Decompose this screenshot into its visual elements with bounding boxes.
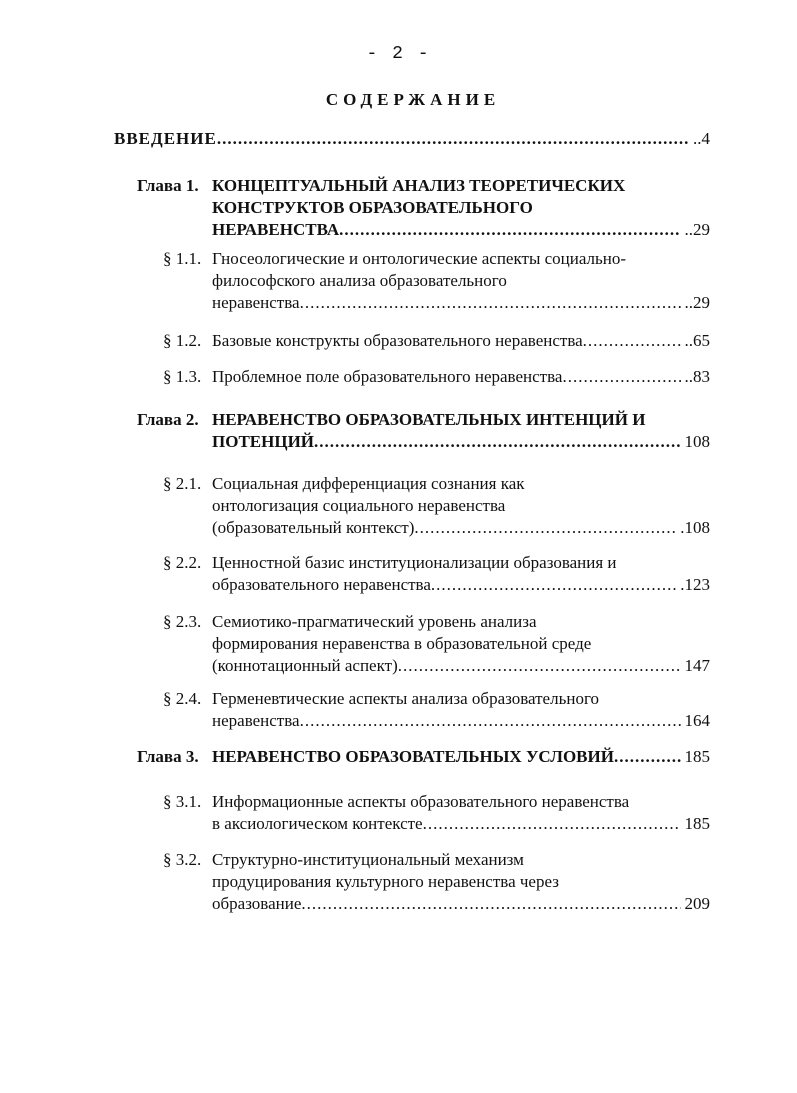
toc-entry-chapter-1[interactable]	[137, 175, 710, 241]
section-label: § 2.1.	[163, 474, 202, 493]
chapter-1-page: ..29	[684, 220, 710, 239]
toc-entry-chapter-3[interactable]	[137, 746, 710, 768]
section-title-line: образовательного неравенства	[212, 575, 431, 594]
section-title-line: Ценностной базис институционализации образования и	[212, 553, 617, 572]
dot-leader	[217, 128, 689, 150]
section-title-line: Проблемное поле образовательного неравенства	[212, 367, 563, 386]
section-title-line: неравенства	[212, 293, 300, 312]
section-page: .108	[680, 518, 710, 537]
section-label: § 1.3.	[163, 367, 202, 386]
section-page: 147	[684, 656, 710, 675]
dot-leader	[339, 219, 680, 241]
chapter-1-title-line: НЕРАВЕНСТВА	[212, 220, 340, 239]
introduction-page: ..4	[693, 129, 710, 148]
toc-entry-section-2-3[interactable]	[163, 611, 710, 677]
dot-leader	[583, 330, 681, 352]
dot-leader	[423, 813, 681, 835]
toc-entry-section-3-1[interactable]	[163, 791, 710, 835]
section-title-line: продуцирования культурного неравенства через	[212, 872, 559, 891]
section-label: § 1.2.	[163, 331, 202, 350]
section-page: ..83	[684, 367, 710, 386]
section-label: § 2.3.	[163, 612, 202, 631]
section-title-line: Социальная дифференциация сознания как	[212, 474, 525, 493]
toc-entry-section-2-1[interactable]	[163, 473, 710, 539]
chapter-2-title-line: ПОТЕНЦИЙ	[212, 432, 315, 451]
toc-entry-section-3-2[interactable]	[163, 849, 710, 915]
section-title-line: (образовательный контекст)	[212, 518, 415, 537]
toc-entry-introduction[interactable]	[114, 128, 710, 150]
toc-entry-section-2-2[interactable]	[163, 552, 710, 596]
chapter-3-title-line: НЕРАВЕНСТВО ОБРАЗОВАТЕЛЬНЫХ УСЛОВИЙ	[212, 747, 614, 766]
section-title-line: в аксиологическом контексте	[212, 814, 423, 833]
dot-leader	[314, 431, 680, 453]
dot-leader	[614, 746, 681, 768]
introduction-label: ВВЕДЕНИЕ	[114, 129, 217, 148]
section-title-line: онтологизация социального неравенства	[212, 496, 506, 515]
section-title-line: образование	[212, 894, 302, 913]
section-title-line: Герменевтические аспекты анализа образовательного	[212, 689, 599, 708]
dot-leader	[398, 655, 681, 677]
page-number: - 2 -	[366, 44, 431, 64]
dot-leader	[562, 366, 680, 388]
dot-leader	[301, 893, 680, 915]
chapter-2-title-line: НЕРАВЕНСТВО ОБРАЗОВАТЕЛЬНЫХ ИНТЕНЦИЙ И	[212, 410, 646, 429]
section-title-line: Информационные аспекты образовательного неравенства	[212, 792, 630, 811]
section-title-line: философского анализа образовательного	[212, 271, 507, 290]
chapter-2-label: Глава 2.	[137, 410, 199, 429]
chapter-3-label: Глава 3.	[137, 747, 199, 766]
dot-leader	[414, 517, 676, 539]
toc-entry-section-2-4[interactable]	[163, 688, 710, 732]
dot-leader	[300, 710, 681, 732]
section-page: 185	[684, 814, 710, 833]
dot-leader	[300, 292, 681, 314]
section-title-line: (коннотационный аспект)	[212, 656, 398, 675]
section-title-line: Структурно-институциональный механизм	[212, 850, 524, 869]
section-label: § 2.2.	[163, 553, 202, 572]
section-page: ..65	[684, 331, 710, 350]
toc-entry-section-1-1[interactable]	[163, 248, 710, 314]
section-title-line: формирования неравенства в образовательной среде	[212, 634, 592, 653]
section-title-line: неравенства	[212, 711, 300, 730]
section-label: § 2.4.	[163, 689, 202, 708]
toc-entry-section-1-2[interactable]	[163, 330, 710, 352]
toc-entry-section-1-3[interactable]	[163, 366, 710, 388]
section-page: .123	[680, 575, 710, 594]
dot-leader	[431, 574, 676, 596]
section-title-line: Базовые конструкты образовательного неравенства	[212, 331, 583, 350]
section-page: ..29	[684, 293, 710, 312]
toc-title: СОДЕРЖАНИЕ	[325, 90, 501, 109]
section-title-line: Семиотико-прагматический уровень анализа	[212, 612, 537, 631]
chapter-1-title-line: КОНЦЕПТУАЛЬНЫЙ АНАЛИЗ ТЕОРЕТИЧЕСКИХ	[212, 176, 626, 195]
section-label: § 1.1.	[163, 249, 202, 268]
chapter-1-title-line: КОНСТРУКТОВ ОБРАЗОВАТЕЛЬНОГО	[212, 198, 533, 217]
section-label: § 3.2.	[163, 850, 202, 869]
chapter-2-page: 108	[684, 432, 710, 451]
section-title-line: Гносеологические и онтологические аспекты социально-	[212, 249, 627, 268]
chapter-1-label: Глава 1.	[137, 176, 199, 195]
toc-entry-chapter-2[interactable]	[137, 409, 710, 453]
section-page: 164	[684, 711, 710, 730]
section-label: § 3.1.	[163, 792, 202, 811]
chapter-3-page: 185	[684, 747, 710, 766]
section-page: 209	[684, 894, 710, 913]
